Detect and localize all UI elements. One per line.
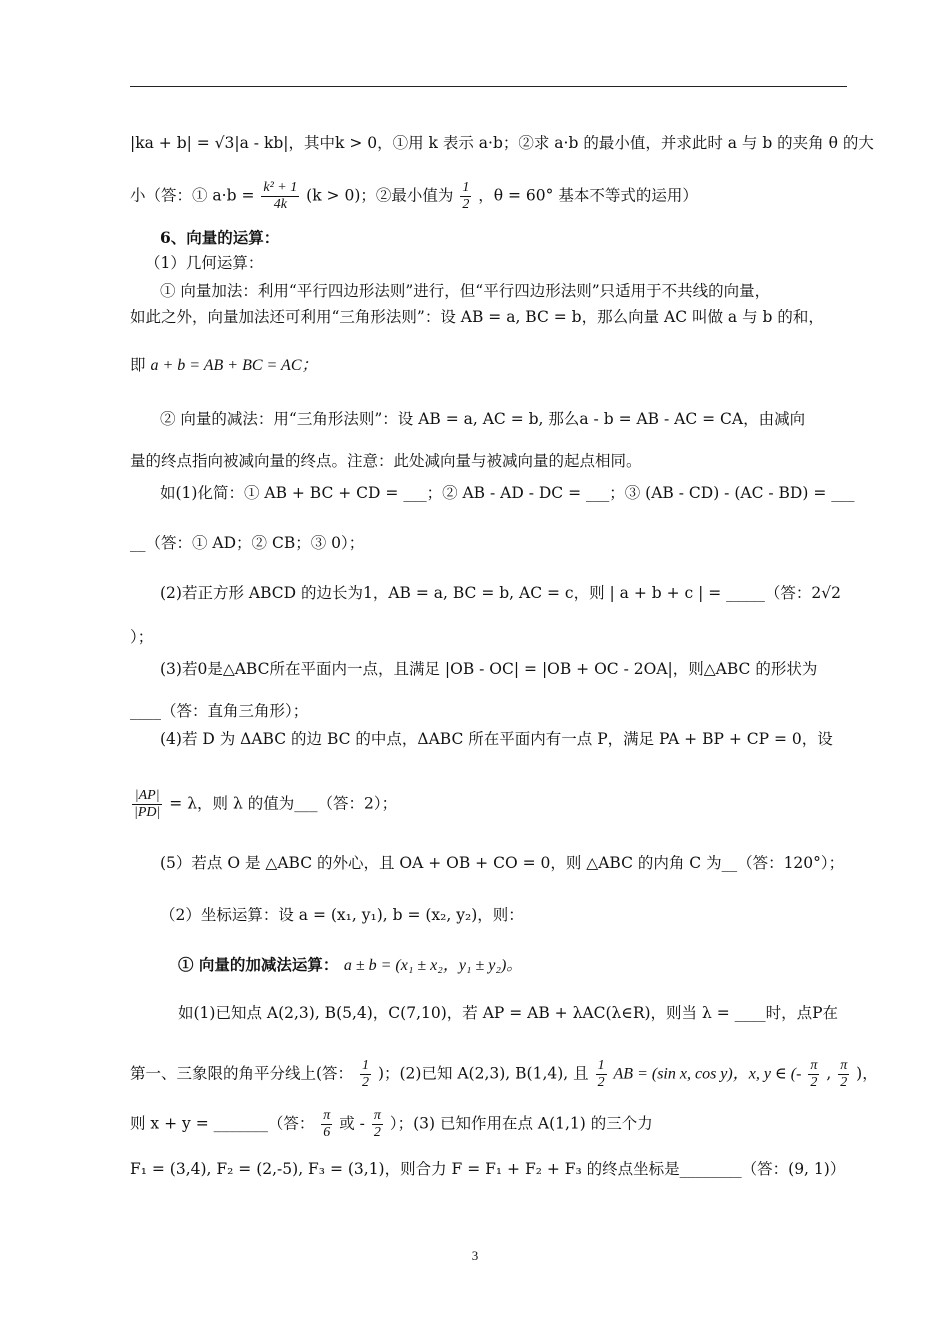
example-4-answer: $\frac{|AP|}{|PD|}$ = λ，则 λ 的值为___（答：2）； bbox=[134, 788, 398, 820]
coordinate-example-2: 第一、三象限的角平分线上(答： $\frac{1}{2}$ )；(2)已知 A(2,3), B(1,4), 且 $\frac{1}{2}$ AB = (sin x, cos y)，x, y ∈ (- $\frac{\pi}{2}$ , $\frac{\pi}{2}$ )， bbox=[130, 1058, 878, 1090]
text-line-1: |ka + b| = √3|a - kb|，其中k > 0，①用 k 表示 a·b；②求 a·b 的最小值，并求此时 a 与 b 的夹角 θ 的大 bbox=[130, 134, 874, 152]
paragraph-subtraction-1: ② 向量的减法：用“三角形法则”：设 AB = a, AC = b, 那么a - b = AB - AC = CA，由减向 bbox=[160, 410, 806, 428]
header-rule bbox=[130, 86, 847, 87]
example-2: (2)若正方形 ABCD 的边长为1，AB = a, BC = b, AC = c，则 | a + b + c | = _____（答：2√2 bbox=[160, 584, 842, 602]
paragraph-addition-3: 即 a + b = AB + BC = AC； bbox=[130, 356, 318, 374]
fraction-pi-2b: $\frac{\pi}{2}$ bbox=[840, 1058, 848, 1090]
text-line-2 bbox=[130, 180, 850, 213]
answer-suffix: ，θ = 60° 基本不等式的运用） bbox=[478, 186, 698, 205]
coordinate-example-2-answer: 则 x + y = _______（答： $\frac{\pi}{6}$ 或 - $\frac{\pi}{2}$ ）；(3) 已知作用在点 A(1,1) 的三个力 bbox=[130, 1108, 653, 1140]
example-3: (3)若0是△ABC所在平面内一点，且满足 |OB - OC| = |OB + OC - 2OA|，则△ABC 的形状为 bbox=[160, 660, 818, 678]
subsection-geometric: （1）几何运算： bbox=[145, 254, 264, 272]
paragraph-addition-1: ① 向量加法：利用“平行四边形法则”进行，但“平行四边形法则”只适用于不共线的向量， bbox=[160, 282, 771, 300]
example-1: 如(1)化简：① AB + BC + CD = ___；② AB - AD - DC = ___；③ (AB - CD) - (AC - BD) = ___ bbox=[160, 484, 855, 502]
coordinate-example-1: 如(1)已知点 A(2,3), B(5,4)，C(7,10)，若 AP = AB + λAC(λ∈R)，则当 λ = ____时，点P在 bbox=[178, 1004, 839, 1022]
example-1-answer: __（答：① AD；② CB；③ 0）； bbox=[130, 534, 365, 552]
paragraph-subtraction-2: 量的终点指向被减向量的终点。注意：此处减向量与被减向量的起点相同。 bbox=[130, 452, 642, 470]
fraction-pi-6: $\frac{\pi}{6}$ bbox=[323, 1108, 331, 1140]
example-2-end: ）； bbox=[130, 628, 154, 646]
subsection-add-sub: ① 向量的加减法运算： a ± b = (x₁ ± x₂，y₁ ± y₂)。 bbox=[178, 955, 523, 974]
answer-middle: (k > 0)；②最小值为 bbox=[306, 186, 454, 205]
example-4: (4)若 D 为 ΔABC 的边 BC 的中点，ΔABC 所在平面内有一点 P，满足 PA + BP + CP = 0，设 bbox=[160, 730, 833, 748]
page-number: 3 bbox=[471, 1248, 479, 1263]
example-5: (5）若点 O 是 △ABC 的外心，且 OA + OB + CO = 0，则 △ABC 的内角 C 为__（答：120°）； bbox=[160, 854, 845, 872]
fraction-pi-2a: $\frac{\pi}{2}$ bbox=[810, 1058, 818, 1090]
fraction-ap-pd: $\frac{|AP|}{|PD|}$ bbox=[134, 788, 161, 820]
fraction-pi-2c: $\frac{\pi}{2}$ bbox=[373, 1108, 381, 1140]
fraction-k: $\frac{\text{k² + 1}}{4k}$ bbox=[263, 180, 298, 212]
subsection-coordinate: （2）坐标运算：设 a = (x₁, y₁), b = (x₂, y₂)，则： bbox=[160, 906, 524, 924]
fraction-half-3: $\frac{1}{2}$ bbox=[597, 1058, 605, 1090]
example-3-answer: ____（答：直角三角形）； bbox=[130, 702, 309, 720]
paragraph-addition-2: 如此之外，向量加法还可利用“三角形法则”：设 AB = a, BC = b，那么向量 AC 叫做 a 与 b 的和， bbox=[130, 308, 824, 326]
coordinate-example-3: F₁ = (3,4), F₂ = (2,-5), F₃ = (3,1)，则合力 F = F₁ + F₂ + F₃ 的终点坐标是________（答：(9, 1)） bbox=[130, 1160, 846, 1178]
section-heading-6: 6、向量的运算： bbox=[160, 228, 280, 247]
fraction-half-2: $\frac{1}{2}$ bbox=[362, 1058, 369, 1090]
fraction-half: $\frac{1}{2}$ bbox=[462, 180, 470, 212]
answer-prefix: 小（答：① a·b = bbox=[130, 186, 255, 205]
